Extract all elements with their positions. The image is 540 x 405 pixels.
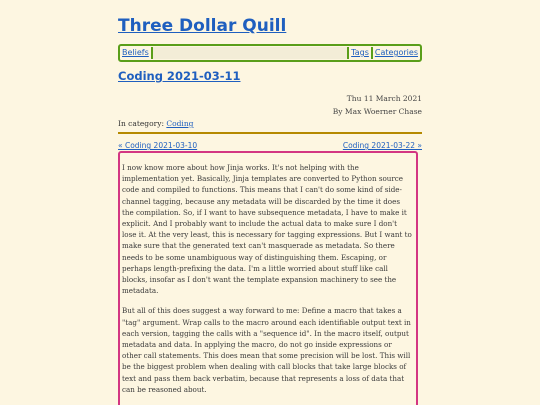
nav-link-tags[interactable]: Tags bbox=[351, 48, 369, 57]
post-author: By Max Woerner Chase bbox=[332, 107, 422, 116]
post-title-link[interactable]: Coding 2021-03-11 bbox=[118, 69, 241, 83]
nav-spacer bbox=[153, 47, 347, 59]
site-title-link[interactable]: Three Dollar Quill bbox=[118, 16, 287, 36]
previous-post-link[interactable]: « Coding 2021-03-10 bbox=[118, 141, 198, 150]
navigation-bar bbox=[118, 44, 422, 62]
article-body bbox=[118, 151, 418, 405]
post-category bbox=[118, 118, 193, 130]
nav-link-categories[interactable]: Categories bbox=[374, 48, 418, 57]
post-date: Thu 11 March 2021 bbox=[346, 94, 422, 103]
category-prefix: In category: bbox=[118, 119, 167, 128]
category-link[interactable]: Coding bbox=[166, 119, 194, 128]
divider-rule bbox=[118, 132, 422, 134]
article-paragraph: But all of this does suggest a way forward to me: Define a macro that takes a "tag" argument. Wrap calls to the macro around each identifiable output text in each version, tagging the calls with a "sequence id". In the macro itself, output metadata and data. In applying the macro, do not go inside expressions or other call statements. This does mean that some precision will be lost. This will be the biggest problem when dealing with call blocks that take large blocks of text and pass them back verbatim, because that represents a loss of data that can be reasoned about. bbox=[122, 306, 411, 394]
nav-link-beliefs[interactable]: Beliefs bbox=[122, 48, 149, 57]
next-post-link[interactable]: Coding 2021-03-22 » bbox=[342, 141, 422, 150]
article-paragraph: I now know more about how Jinja works. It's not helping with the implementation yet. Basically, Jinja templates are converted to Python source code and compiled to functions. This means that I can't do some kind of side-channel tagging, because any metadata will be discarded by the time it does the compilation. So, if I want to have subsequence metadata, I have to make it explicit. And I probably want to include the actual data to make sure I don't lose it. At the very least, this is necessary for tagging expressions. But I want to make sure that the generated text can't masquerade as metadata. So there needs to be some unambiguous way of distinguishing them. Escaping, or perhaps length-prefixing the data. I'm a little worried about stuff like call blocks, insofar as I don't want the template expansion machinery to see the metadata. bbox=[122, 163, 412, 296]
